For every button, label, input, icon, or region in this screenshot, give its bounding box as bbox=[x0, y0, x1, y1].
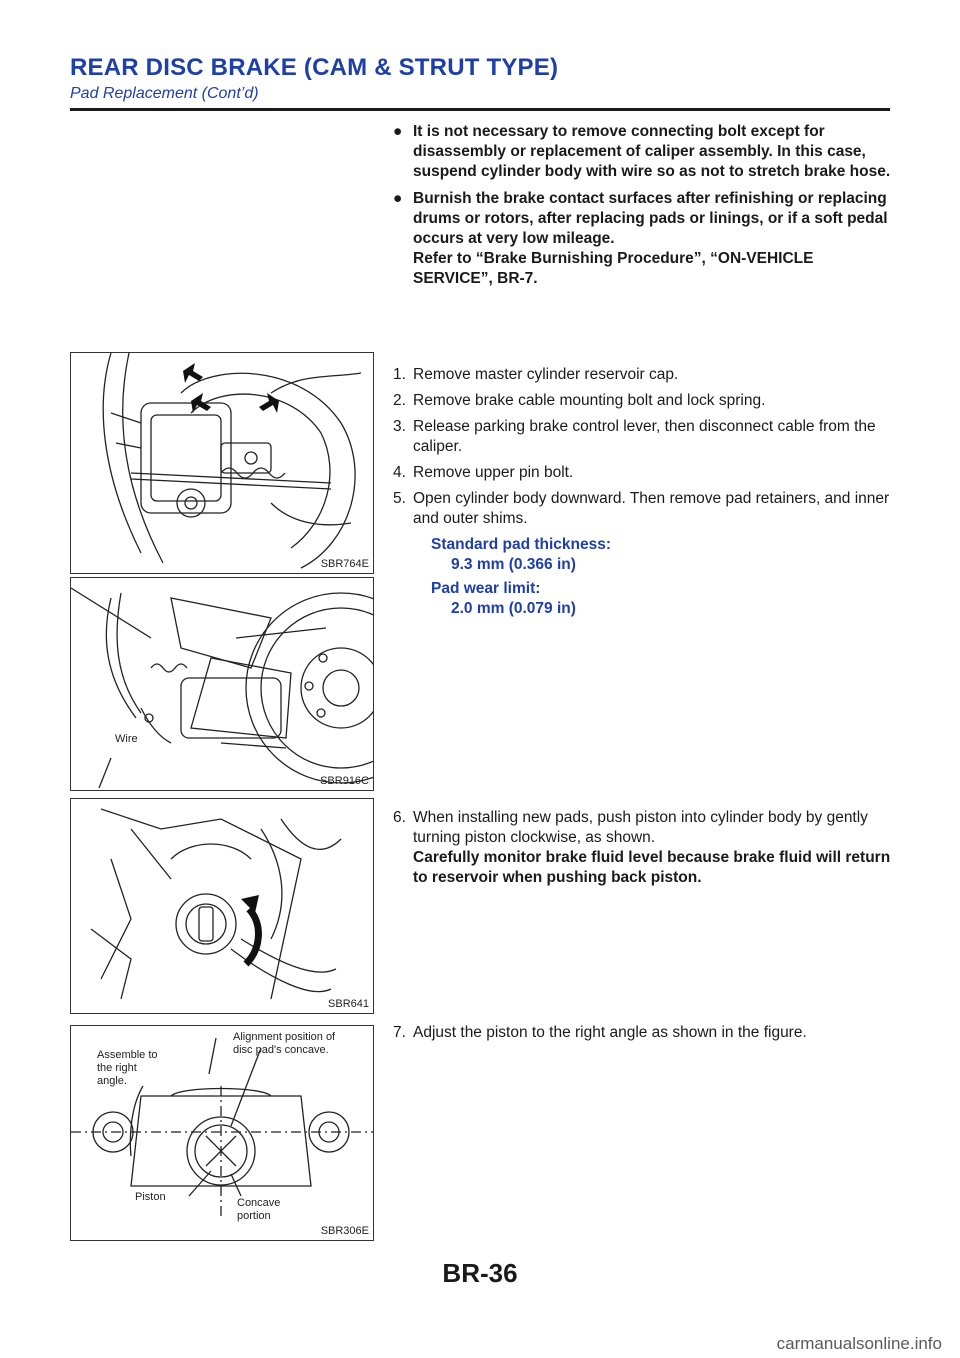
label-assemble-2: the right bbox=[97, 1062, 137, 1074]
std-thickness-label: Standard pad thickness: bbox=[431, 536, 612, 553]
note-text: It is not necessary to remove connecting bolt except for disassembly or replacement of caliper assembly. In this case, suspend cylinder body with wire so as not to stretch brake hose. bbox=[413, 123, 891, 180]
steps-group-1 bbox=[393, 365, 893, 619]
figure-sbr306e bbox=[70, 1025, 374, 1241]
watermark: carmanualsonline.info bbox=[776, 1334, 942, 1353]
label-assemble-3: angle. bbox=[97, 1075, 127, 1087]
label-assemble-1: Assemble to bbox=[97, 1049, 158, 1061]
note-item bbox=[393, 122, 893, 182]
step-item bbox=[393, 808, 893, 888]
note-item bbox=[393, 189, 893, 289]
header-rule bbox=[70, 108, 890, 111]
label-concave-2: portion bbox=[237, 1210, 271, 1222]
pad-spec bbox=[393, 535, 893, 619]
piston-alignment-illustration bbox=[71, 1026, 373, 1240]
piston-turning-illustration bbox=[71, 799, 373, 1013]
step-text: Open cylinder body downward. Then remove pad retainers, and inner and outer shims. bbox=[413, 490, 890, 527]
page-title: REAR DISC BRAKE (CAM & STRUT TYPE) bbox=[70, 54, 559, 81]
caliper-cable-illustration bbox=[71, 353, 373, 573]
page-subtitle: Pad Replacement (Cont’d) bbox=[70, 85, 259, 102]
figure-caption: SBR764E bbox=[320, 558, 369, 570]
wire-label: Wire bbox=[115, 733, 138, 745]
step-item bbox=[393, 417, 893, 457]
bullet-icon: ● bbox=[393, 190, 403, 207]
steps-group-3 bbox=[393, 1023, 893, 1049]
figure-sbr641 bbox=[70, 798, 374, 1014]
label-align-1: Alignment position of bbox=[233, 1031, 336, 1043]
step-text: Remove upper pin bolt. bbox=[413, 464, 574, 481]
step-text: Release parking brake control lever, then disconnect cable from the caliper. bbox=[413, 418, 876, 455]
page-header bbox=[70, 54, 890, 111]
step-number: 5. bbox=[393, 490, 406, 507]
label-piston: Piston bbox=[135, 1191, 166, 1203]
wear-limit-label: Pad wear limit: bbox=[431, 580, 541, 597]
step-number: 7. bbox=[393, 1024, 406, 1041]
step-number: 2. bbox=[393, 392, 406, 409]
step-item bbox=[393, 365, 893, 385]
step-text: Remove brake cable mounting bolt and lock spring. bbox=[413, 392, 766, 409]
step-item bbox=[393, 489, 893, 529]
step-text: Remove master cylinder reservoir cap. bbox=[413, 366, 679, 383]
step-number: 4. bbox=[393, 464, 406, 481]
figure-caption: SBR306E bbox=[320, 1225, 369, 1237]
page-number: BR-36 bbox=[442, 1258, 518, 1288]
label-align-2: disc pad's concave. bbox=[233, 1044, 329, 1056]
figure-sbr916c bbox=[70, 577, 374, 791]
note-text: Burnish the brake contact surfaces after refinishing or replacing drums or rotors, after replacing pads or linings, or if a soft pedal occurs at very low mileage. bbox=[413, 190, 888, 247]
step-number: 3. bbox=[393, 418, 406, 435]
step-text: Adjust the piston to the right angle as shown in the figure. bbox=[413, 1024, 807, 1041]
wear-limit-value: 2.0 mm (0.079 in) bbox=[451, 600, 576, 617]
step-text: When installing new pads, push piston into cylinder body by gently turning piston clockwise, as shown. bbox=[413, 809, 868, 846]
steps-group-2 bbox=[393, 808, 893, 894]
figure-sbr764e bbox=[70, 352, 374, 574]
step-item bbox=[393, 463, 893, 483]
std-thickness-value: 9.3 mm (0.366 in) bbox=[451, 556, 576, 573]
step-number: 6. bbox=[393, 809, 406, 826]
figure-caption: SBR641 bbox=[328, 998, 369, 1010]
bullet-icon: ● bbox=[393, 123, 403, 140]
figure-caption: SBR916C bbox=[320, 775, 369, 787]
step-number: 1. bbox=[393, 366, 406, 383]
caliper-wire-illustration bbox=[71, 578, 373, 790]
label-concave-1: Concave bbox=[237, 1197, 281, 1209]
caution-text: Carefully monitor brake fluid level because brake fluid will return to reservoir when pushing back piston. bbox=[413, 849, 891, 886]
note-reference: Refer to “Brake Burnishing Procedure”, “ON-VEHICLE SERVICE”, BR-7. bbox=[413, 250, 814, 287]
step-item bbox=[393, 1023, 893, 1043]
step-item bbox=[393, 391, 893, 411]
notes-list bbox=[393, 122, 893, 296]
